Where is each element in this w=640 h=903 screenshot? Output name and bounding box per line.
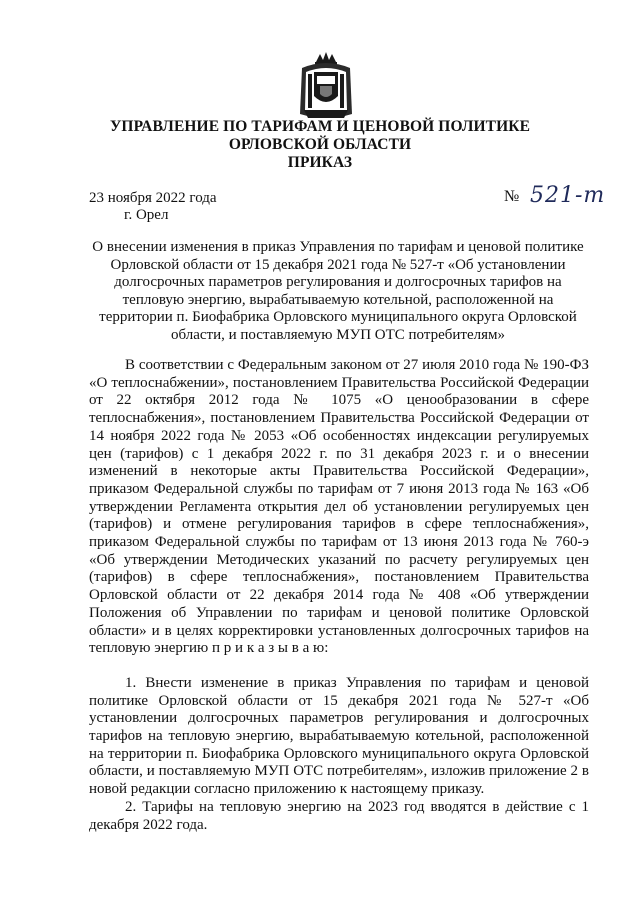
- issuer-title: УПРАВЛЕНИЕ ПО ТАРИФАМ И ЦЕНОВОЙ ПОЛИТИКЕ: [109, 118, 531, 135]
- document-body: [89, 357, 589, 834]
- preamble-paragraph: В соответствии с Федеральным законом от 27 июля 2010 года № 190-ФЗ «О теплоснабжении», постановлением Правительства Российской Федерации от 22 октября 2012 года № 1075 «О ценообразовании в сфере теплоснабжения», постановлением Правительства Российской Федерации от 14 ноября 2022 года № 2053 «Об особенностях индексации регулируемых цен (тарифов) с 1 декабря 2022 г. по 31 декабря 2023 г. и о внесении изменений в некоторые акты Правительства Российской Федерации», приказом Федеральной службы по тарифам от 7 июня 2013 года № 163 «Об утверждении Регламента открытия дел об установлении регулируемых цен (тарифов) и отмене регулирования тарифов в сфере теплоснабжения», приказом Федеральной службы по тарифам от 13 июня 2013 года № 760-э «Об утверждении Методических указаний по расчету регулируемых цен (тарифов) в сфере теплоснабжения», постановлением Правительства Орловской области от 22 декабря 2014 года № 408 «Об утверждении Положения об Управлении по тарифам и ценовой политике Орловской области» и в целях корректировки установленных долгосрочных тарифов на тепловую энергию п р и к а з ы в а ю:: [89, 357, 589, 657]
- document-type: ПРИКАЗ: [287, 154, 353, 171]
- document-number-label: №: [504, 188, 520, 205]
- issuer-region: ОРЛОВСКОЙ ОБЛАСТИ: [228, 136, 412, 153]
- order-item-2: 2. Тарифы на тепловую энергию на 2023 год вводятся в действие с 1 декабря 2022 года.: [89, 798, 589, 833]
- document-subject: О внесении изменения в приказ Управления по тарифам и ценовой политике Орловской области от 15 декабря 2021 года № 527-т «Об установлении долгосрочных параметров регулирования и долгосрочных тарифов на тепловую энергию, вырабатываемую котельной, расположенной на территории п. Биофабрика Орловского муниципального округа Орловской области, и поставляемую МУП ОТС потребителям»: [92, 239, 584, 343]
- document-date: 23 ноября 2022 года: [89, 190, 217, 206]
- order-item-1: 1. Внести изменение в приказ Управления по тарифам и ценовой политике Орловской области от 15 декабря 2021 года № 527-т «Об установлении долгосрочных параметров регулирования и долгосрочных тарифов на тепловую энергию, вырабатываемую котельной, расположенной на территории п. Биофабрика Орловского муниципального округа Орловской области, и поставляемую МУП ОТС потребителям», изложив приложение 2 в новой редакции согласно приложению к настоящему приказу.: [89, 674, 589, 798]
- document-city: г. Орел: [124, 207, 169, 223]
- coat-of-arms-icon: [296, 50, 356, 122]
- document-number-handwritten: 521-т: [530, 183, 606, 208]
